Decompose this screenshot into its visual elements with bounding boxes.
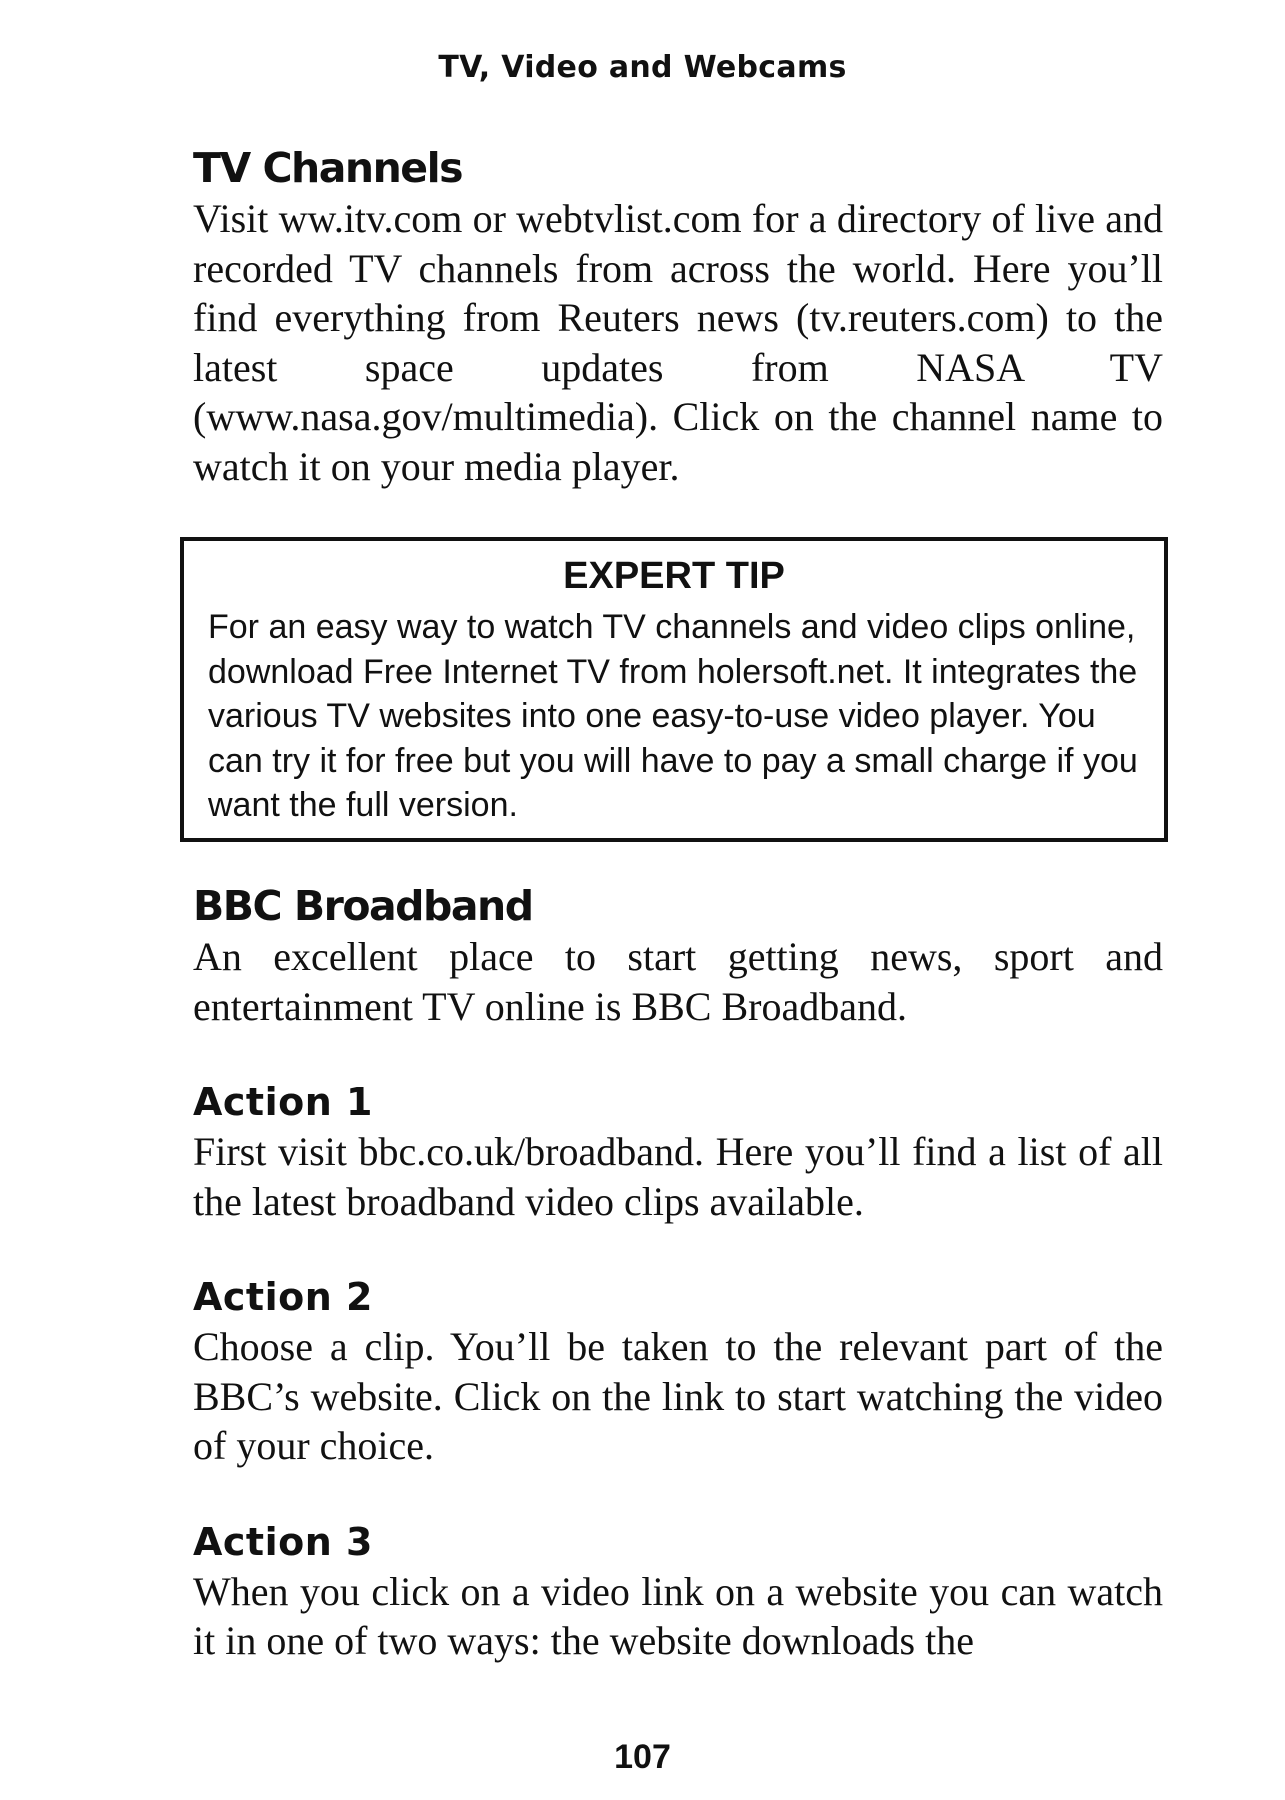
- action-3-heading: Action 3: [193, 1519, 373, 1564]
- action-1-heading: Action 1: [193, 1080, 373, 1124]
- page-number: 107: [614, 1738, 671, 1776]
- action-2-text: Choose a clip. You’ll be taken to the relevant part of the BBC’s website. Click on the link to start watching the video of your choice.: [193, 1324, 1163, 1468]
- action-3-section: [193, 1517, 1163, 1666]
- tv-channels-text: Visit ww.itv.com or webtvlist.com for a directory of live and recorded TV channels from across the world. Here you’ll find everything from Reuters news (tv.reuters.com) to the latest space updates from NASA TV (www.nasa.gov/multimedia). Click on the channel name to watch it on your media player.: [193, 196, 1163, 489]
- expert-tip-box: [180, 537, 1168, 842]
- tv-channels-section: [193, 142, 1163, 491]
- expert-tip-title: EXPERT TIP: [563, 555, 785, 597]
- expert-tip-text: For an easy way to watch TV channels and video clips online, download Free Internet TV from holersoft.net. It integrates the various TV websites into one easy-to-use video player. You can try it for free but you will have to pay a small charge if you want the full version.: [208, 608, 1138, 824]
- bbc-broadband-section: [193, 880, 1163, 1031]
- page-content-lower: [193, 880, 1163, 1666]
- page-content: [193, 142, 1163, 491]
- bbc-broadband-text: An excellent place to start getting news, sport and entertainment TV online is BBC Broadband.: [193, 934, 1163, 1029]
- bbc-broadband-heading: BBC Broadband: [193, 882, 533, 930]
- action-2-heading: Action 2: [193, 1275, 373, 1319]
- action-2-section: [193, 1272, 1163, 1471]
- action-1-text: First visit bbc.co.uk/broadband. Here you’ll find a list of all the latest broadband video clips available.: [193, 1129, 1163, 1224]
- action-1-section: [193, 1077, 1163, 1226]
- action-3-text: When you click on a video link on a website you can watch it in one of two ways: the website downloads the: [193, 1568, 1163, 1663]
- running-header: TV, Video and Webcams: [438, 50, 847, 85]
- tv-channels-heading: TV Channels: [193, 144, 463, 192]
